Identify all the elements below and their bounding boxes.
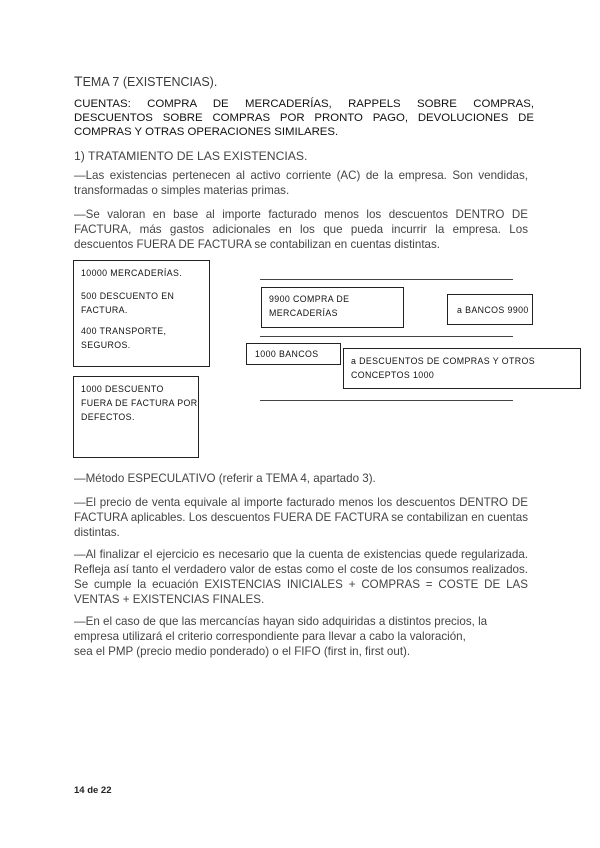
box2-line-1: 1000 DESCUENTO bbox=[81, 384, 164, 394]
paragraph-valoracion-criterio bbox=[74, 614, 544, 659]
compra-line-2: MERCADERÍAS bbox=[269, 308, 338, 318]
title-rest: EMA 7 (EXISTENCIAS). bbox=[82, 75, 218, 89]
box-line-mercaderias: 10000 MERCADERÍAS. bbox=[81, 268, 183, 278]
paragraph-line: empresa utilizará el criterio correspondiente para llevar a cabo la valoración, bbox=[74, 630, 466, 643]
paragraph-line: —En el caso de que las mercancías hayan sido adquiridas a distintos precios, la bbox=[74, 615, 488, 628]
divider-line bbox=[260, 336, 513, 337]
descuentos-compras-box bbox=[343, 348, 581, 389]
divider-line bbox=[260, 400, 513, 401]
section-heading: 1) TRATAMIENTO DE LAS EXISTENCIAS. bbox=[74, 149, 308, 163]
bancos-credit-box bbox=[447, 294, 533, 325]
box2-line-2: FUERA DE FACTURA POR bbox=[81, 398, 198, 408]
purchase-breakdown-box bbox=[73, 260, 210, 367]
bancos-debit-box bbox=[246, 343, 341, 365]
discount-outside-invoice-box bbox=[73, 376, 199, 458]
bancos-debit-label: 1000 BANCOS bbox=[255, 349, 319, 359]
compra-line-1: 9900 COMPRA DE bbox=[269, 294, 350, 304]
paragraph-existencias-definition: —Las existencias pertenecen al activo corriente (AC) de la empresa. Son vendidas, transformadas o simples materias primas. bbox=[74, 169, 528, 197]
box-line-seguros: SEGUROS. bbox=[81, 340, 131, 350]
bancos-credit-label: a BANCOS 9900 bbox=[457, 305, 529, 315]
paragraph-regularizacion: —Al finalizar el ejercicio es necesario que la cuenta de existencias quede regularizada. Refleja así tanto el verdadero valor de estas como el coste de los consumos realizados. Se cumple la ecuación EXISTENCIAS INICIALES + COMPRAS = COSTE DE LAS VENTAS + EXISTENCIAS FINALES. bbox=[74, 548, 528, 606]
page-title bbox=[74, 73, 217, 89]
paragraph-precio-venta: —El precio de venta equivale al importe facturado menos los descuentos DENTRO DE FACTURA aplicables. Los descuentos FUERA DE FACTURA se contabilizan en cuentas distintas. bbox=[74, 496, 528, 539]
box2-line-3: DEFECTOS. bbox=[81, 412, 135, 422]
descuentos-line-2: CONCEPTOS 1000 bbox=[351, 370, 435, 380]
divider-line bbox=[260, 279, 513, 280]
paragraph-metodo: —Método ESPECULATIVO (referir a TEMA 4, apartado 3). bbox=[74, 472, 376, 485]
paragraph-line: sea el PMP (precio medio ponderado) o el FIFO (first in, first out). bbox=[74, 645, 411, 658]
compra-mercaderias-box bbox=[261, 287, 404, 328]
descuentos-line-1: a DESCUENTOS DE COMPRAS Y OTROS bbox=[351, 356, 535, 366]
page-number: 14 de 22 bbox=[74, 785, 112, 796]
box-line-transporte: 400 TRANSPORTE, bbox=[81, 326, 167, 336]
box-line-factura: FACTURA. bbox=[81, 305, 128, 315]
paragraph-valuation: —Se valoran en base al importe facturado menos los descuentos DENTRO DE FACTURA, más gastos adicionales en los que pueda incurrir la empresa. Los descuentos FUERA DE FACTURA se contabilizan en cuentas distintas. bbox=[74, 208, 528, 251]
title-initial: T bbox=[74, 73, 83, 89]
accounts-heading: CUENTAS: COMPRA DE MERCADERÍAS, RAPPELS SOBRE COMPRAS, DESCUENTOS SOBRE COMPRAS POR PRONTO PAGO, DEVOLUCIONES DE COMPRAS Y OTRAS OPERACIONES SIMILARES. bbox=[74, 98, 534, 138]
box-line-descuento: 500 DESCUENTO EN bbox=[81, 291, 175, 301]
